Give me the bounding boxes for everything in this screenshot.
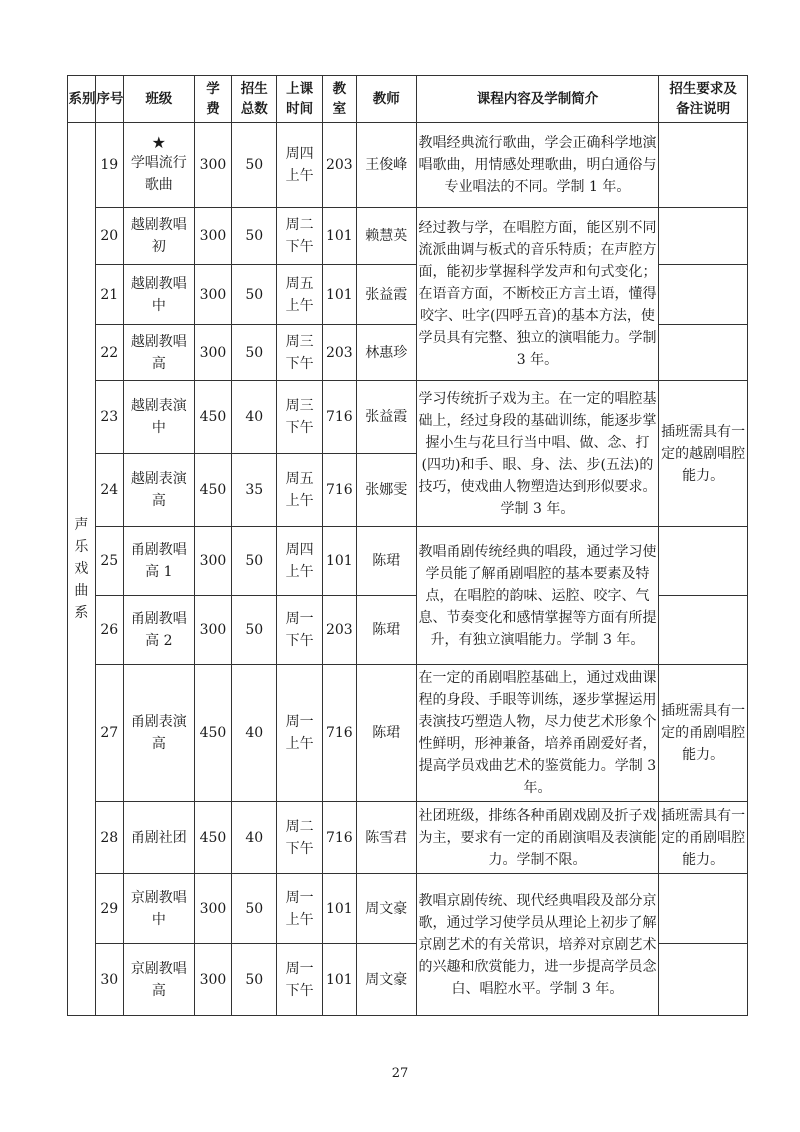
table-row [68, 874, 748, 944]
row-number: 20 [95, 208, 123, 265]
room: 203 [322, 325, 356, 381]
teacher: 周文豪 [356, 944, 416, 1016]
class-time: 周一下午 [277, 596, 322, 665]
class-name: 甬剧教唱高 1 [123, 527, 194, 596]
course-schedule-table [67, 75, 748, 1016]
fee: 450 [194, 665, 231, 802]
header-content: 课程内容及学制简介 [416, 76, 658, 123]
course-content: 教唱甬剧传统经典的唱段，通过学习使学员能了解甬剧唱腔的基本要素及特点，在唱腔的韵味、运腔、咬字、气息、节奏变化和感情掌握等方面有所提升，有独立演唱能力。学制 3 年。 [416, 527, 658, 665]
fee: 300 [194, 325, 231, 381]
class-name: 甬剧教唱高 2 [123, 596, 194, 665]
note-empty [659, 944, 748, 1016]
fee: 450 [194, 454, 231, 527]
department-cell: 声乐戏曲系 [68, 123, 96, 1016]
room: 716 [322, 802, 356, 874]
table-row [68, 381, 748, 454]
room: 203 [322, 123, 356, 208]
fee: 300 [194, 874, 231, 944]
class-time: 周四上午 [277, 123, 322, 208]
fee: 300 [194, 527, 231, 596]
note-empty [659, 325, 748, 381]
row-number: 23 [95, 381, 123, 454]
note-empty [659, 123, 748, 208]
course-content: 经过教与学，在唱腔方面，能区别不同流派曲调与板式的音乐特质；在声腔方面，能初步掌握科学发声和句式变化；在语音方面，不断校正方言土语，懂得咬字、吐字(四呼五音)的基本方法，使学员具有完整、独立的演唱能力。学制 3 年。 [416, 208, 658, 381]
teacher: 陈珺 [356, 665, 416, 802]
class-name: 京剧教唱中 [123, 874, 194, 944]
class-time: 周二下午 [277, 208, 322, 265]
course-content: 教唱经典流行歌曲，学会正确科学地演唱歌曲，用情感处理歌曲，明白通俗与专业唱法的不同。学制 1 年。 [416, 123, 658, 208]
note-empty [659, 527, 748, 596]
enroll-count: 50 [232, 208, 277, 265]
enroll-count: 40 [232, 802, 277, 874]
row-number: 24 [95, 454, 123, 527]
table-row [68, 527, 748, 596]
room: 716 [322, 454, 356, 527]
room: 203 [322, 596, 356, 665]
enroll-count: 35 [232, 454, 277, 527]
header-class: 班级 [123, 76, 194, 123]
header-no: 序号 [95, 76, 123, 123]
room: 101 [322, 208, 356, 265]
class-time: 周一上午 [277, 665, 322, 802]
class-name: 越剧教唱高 [123, 325, 194, 381]
note-empty [659, 874, 748, 944]
teacher: 张益霞 [356, 265, 416, 325]
class-time: 周三下午 [277, 381, 322, 454]
room: 101 [322, 265, 356, 325]
table-row [68, 208, 748, 265]
class-time: 周五上午 [277, 454, 322, 527]
class-time: 周五上午 [277, 265, 322, 325]
header-row [68, 76, 748, 123]
class-name: 京剧教唱高 [123, 944, 194, 1016]
header-note: 招生要求及备注说明 [659, 76, 748, 123]
enroll-count: 50 [232, 123, 277, 208]
table-row [68, 802, 748, 874]
teacher: 王俊峰 [356, 123, 416, 208]
row-number: 26 [95, 596, 123, 665]
room: 716 [322, 665, 356, 802]
class-time: 周三下午 [277, 325, 322, 381]
table-row [68, 665, 748, 802]
class-name: 越剧表演高 [123, 454, 194, 527]
class-time: 周一下午 [277, 944, 322, 1016]
enrollment-note: 插班需具有一定的甬剧唱腔能力。 [659, 665, 748, 802]
teacher: 张娜雯 [356, 454, 416, 527]
enrollment-note: 插班需具有一定的甬剧唱腔能力。 [659, 802, 748, 874]
teacher: 张益霞 [356, 381, 416, 454]
course-content: 社团班级，排练各种甬剧戏剧及折子戏为主，要求有一定的甬剧演唱及表演能力。学制不限。 [416, 802, 658, 874]
row-number: 25 [95, 527, 123, 596]
note-empty [659, 208, 748, 265]
class-name: 甬剧表演高 [123, 665, 194, 802]
fee: 300 [194, 265, 231, 325]
room: 101 [322, 874, 356, 944]
room: 101 [322, 944, 356, 1016]
row-number: 27 [95, 665, 123, 802]
class-name: 越剧表演中 [123, 381, 194, 454]
header-fee: 学费 [194, 76, 231, 123]
row-number: 22 [95, 325, 123, 381]
note-empty [659, 596, 748, 665]
header-time: 上课时间 [277, 76, 322, 123]
row-number: 29 [95, 874, 123, 944]
enroll-count: 50 [232, 944, 277, 1016]
fee: 450 [194, 381, 231, 454]
fee: 300 [194, 596, 231, 665]
class-time: 周四上午 [277, 527, 322, 596]
star-icon: ★ [151, 133, 166, 152]
header-teacher: 教师 [356, 76, 416, 123]
enroll-count: 50 [232, 596, 277, 665]
enroll-count: 50 [232, 527, 277, 596]
class-name: 越剧教唱中 [123, 265, 194, 325]
teacher: 林惠珍 [356, 325, 416, 381]
enroll-count: 40 [232, 665, 277, 802]
row-number: 19 [95, 123, 123, 208]
row-number: 30 [95, 944, 123, 1016]
class-time: 周二下午 [277, 802, 322, 874]
fee: 300 [194, 208, 231, 265]
teacher: 陈珺 [356, 527, 416, 596]
enroll-count: 50 [232, 874, 277, 944]
header-dept: 系别 [68, 76, 96, 123]
fee: 300 [194, 944, 231, 1016]
room: 716 [322, 381, 356, 454]
teacher: 陈雪君 [356, 802, 416, 874]
class-name: 越剧教唱初 [123, 208, 194, 265]
header-enroll: 招生总数 [232, 76, 277, 123]
fee: 300 [194, 123, 231, 208]
row-number: 21 [95, 265, 123, 325]
page-number: 27 [391, 1066, 409, 1081]
fee: 450 [194, 802, 231, 874]
table-row [68, 123, 748, 208]
note-empty [659, 265, 748, 325]
header-room: 教室 [322, 76, 356, 123]
enroll-count: 40 [232, 381, 277, 454]
row-number: 28 [95, 802, 123, 874]
teacher: 周文豪 [356, 874, 416, 944]
teacher: 赖慧英 [356, 208, 416, 265]
room: 101 [322, 527, 356, 596]
course-content: 在一定的甬剧唱腔基础上，通过戏曲课程的身段、手眼等训练，逐步掌握运用表演技巧塑造人物，尽力使艺术形象个性鲜明，形神兼备，培养甬剧爱好者，提高学员戏曲艺术的鉴赏能力。学制 3 年。 [416, 665, 658, 802]
teacher: 陈珺 [356, 596, 416, 665]
course-content: 教唱京剧传统、现代经典唱段及部分京歌，通过学习使学员从理论上初步了解京剧艺术的有关常识，培养对京剧艺术的兴趣和欣赏能力，进一步提高学员念白、唱腔水平。学制 3 年。 [416, 874, 658, 1016]
class-time: 周一上午 [277, 874, 322, 944]
class-name: 甬剧社团 [123, 802, 194, 874]
enrollment-note: 插班需具有一定的越剧唱腔能力。 [659, 381, 748, 527]
enroll-count: 50 [232, 325, 277, 381]
enroll-count: 50 [232, 265, 277, 325]
class-name: ★ 学唱流行歌曲 [123, 123, 194, 208]
course-content: 学习传统折子戏为主。在一定的唱腔基础上，经过身段的基础训练，能逐步掌握小生与花旦行当中唱、做、念、打(四功)和手、眼、身、法、步(五法)的技巧，使戏曲人物塑造达到形似要求。学制 3 年。 [416, 381, 658, 527]
